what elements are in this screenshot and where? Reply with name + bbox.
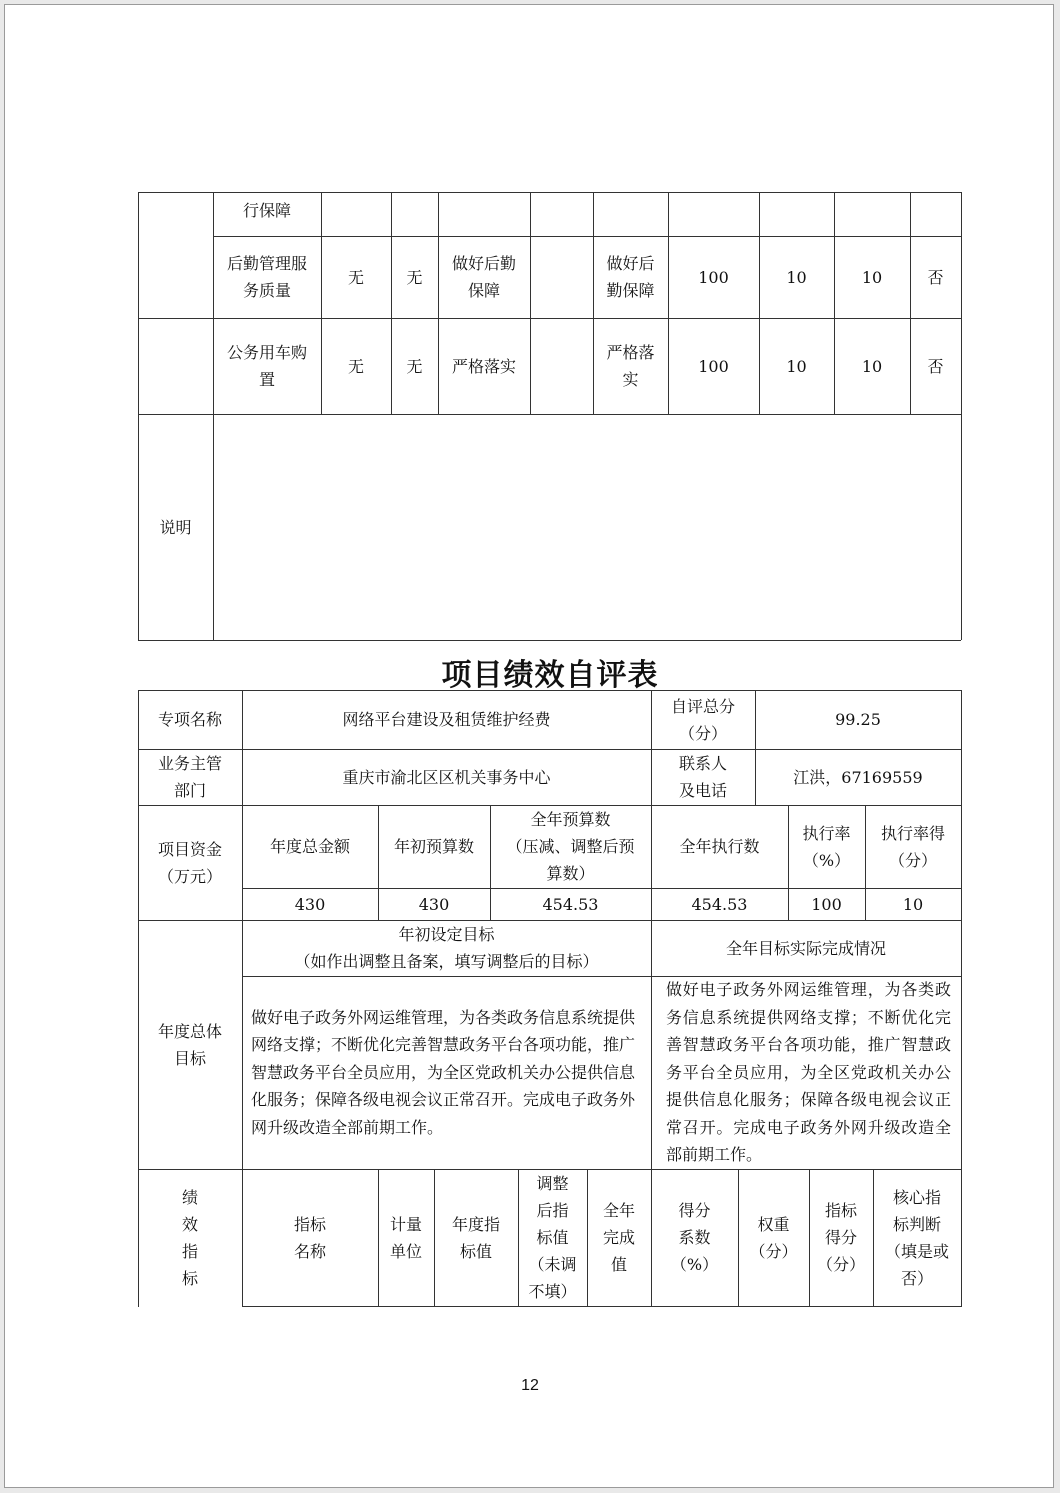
target-value-cell: 无	[406, 267, 423, 287]
weight-cell: 10	[786, 267, 807, 287]
form-title: 项目绩效自评表	[441, 658, 659, 693]
target-value-cell: 无	[406, 356, 423, 376]
indicator-header: 年度指 标值	[451, 1214, 500, 1261]
funds-value: 10	[902, 894, 924, 914]
document-page	[4, 4, 1054, 1488]
score-coefficient-cell: 100	[698, 356, 729, 376]
annual-goal-label: 年度总体 目标	[157, 1021, 222, 1068]
funds-header: 全年预算数 （压减、调整后预 算数）	[506, 810, 635, 883]
funds-value: 430	[294, 894, 326, 914]
completion-value-cell: 严格落 实	[606, 343, 655, 389]
self-score-value: 99.25	[835, 710, 881, 729]
funds-header: 年度总金额	[269, 837, 350, 856]
empty-cell	[530, 236, 593, 318]
indicator-header: 全年 完成 值	[602, 1201, 635, 1274]
core-indicator-cell: 否	[927, 267, 944, 287]
project-name-label: 专项名称	[157, 710, 222, 729]
indicator-score-cell: 10	[861, 356, 883, 376]
indicator-name-cell: 后勤管理服 务质量	[226, 254, 307, 300]
completion-value-cell: 做好后 勤保障	[606, 254, 655, 300]
goal-actual-text: 做好电子政务外网运维管理，为各类政务信息系统提供网络支撑；不断优化完善智慧政务平台各项功能，推广智慧政务平台全员应用，为全区党政机关办公提供信息化服务；保障各级电视会议正常召开。完成电子政务外网升级改造全部前期工作。	[666, 980, 951, 1165]
funds-header: 执行率得 （分）	[880, 823, 945, 870]
indicator-header: 核心指 标判断 （填是或 否）	[884, 1187, 949, 1288]
adjusted-value-cell: 做好后勤 保障	[451, 254, 516, 300]
performance-indicator-label: 绩 效 指 标	[181, 1187, 198, 1288]
indicator-header: 计量 单位	[389, 1214, 422, 1261]
page-number: 12	[521, 1377, 539, 1394]
department-label: 业务主管 部门	[157, 754, 222, 800]
note-content	[213, 414, 961, 640]
contact-value: 江洪，67169559	[793, 767, 923, 787]
funds-value: 430	[418, 894, 450, 914]
goal-actual-header: 全年目标实际完成情况	[725, 938, 886, 958]
funds-value: 100	[811, 894, 842, 914]
indicator-header: 权重 （分）	[749, 1214, 798, 1261]
indicator-name-cell: 行保障	[242, 200, 291, 220]
contact-label: 联系人 及电话	[678, 754, 727, 800]
funds-header: 全年执行数	[679, 837, 760, 856]
indicator-header: 调整 后指 标值 （未调 不填）	[528, 1174, 577, 1301]
funds-value: 454.53	[542, 894, 599, 914]
indicator-header: 指标 名称	[293, 1214, 326, 1261]
empty-cell	[530, 318, 593, 414]
adjusted-value-cell: 严格落实	[451, 356, 516, 376]
indicator-header: 得分 系数 （%）	[670, 1201, 719, 1274]
funds-header: 年初预算数	[393, 837, 474, 856]
project-name-value: 网络平台建设及租赁维护经费	[342, 710, 551, 729]
department-value: 重庆市渝北区区机关事务中心	[342, 767, 551, 787]
unit-cell: 无	[347, 267, 364, 287]
funds-label: 项目资金 （万元）	[157, 839, 222, 886]
goal-set-header: 年初设定目标 （如作出调整且备案，填写调整后的目标）	[294, 925, 599, 971]
unit-cell: 无	[347, 356, 364, 376]
goal-set-text: 做好电子政务外网运维管理，为各类政务信息系统提供网络支撑；不断优化完善智慧政务平台各项功能，推广智慧政务平台全员应用，为全区党政机关办公提供信息化服务；保障各级电视会议正常召开。完成电子政务外网升级改造全部前期工作。	[251, 1007, 636, 1137]
weight-cell: 10	[786, 356, 807, 376]
indicator-name-cell: 公务用车购 置	[226, 343, 307, 389]
core-indicator-cell: 否	[927, 356, 944, 376]
funds-value: 454.53	[691, 894, 748, 914]
funds-header: 执行率 （%）	[802, 823, 851, 870]
note-label: 说明	[159, 517, 192, 537]
self-score-label: 自评总分 （分）	[670, 696, 735, 743]
indicator-score-cell: 10	[861, 267, 883, 287]
indicator-header: 指标 得分 （分）	[816, 1201, 865, 1274]
score-coefficient-cell: 100	[698, 267, 729, 287]
